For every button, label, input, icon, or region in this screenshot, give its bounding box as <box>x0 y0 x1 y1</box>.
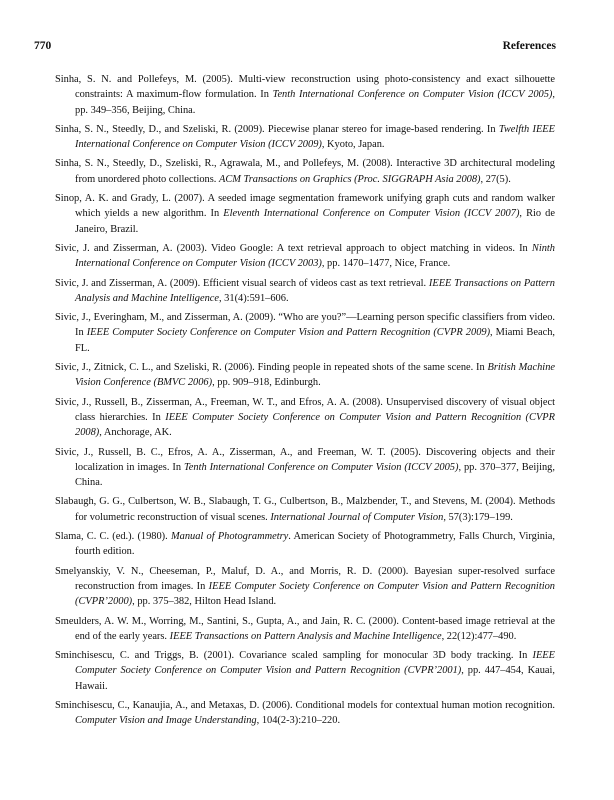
reference-entry <box>55 445 555 491</box>
reference-details: , 104(2-3):210–220. <box>256 715 341 727</box>
reference-text: Sivic, J. and Zisserman, A. (2009). Efficient visual search of videos cast as text retrieval. <box>55 277 429 289</box>
reference-entry <box>55 276 555 307</box>
reference-entry <box>55 72 555 118</box>
reference-venue: Manual of Photogrammetry <box>170 531 289 543</box>
reference-details: , pp. 370–377, Beijing, China. <box>75 461 555 489</box>
reference-entry <box>55 564 555 610</box>
reference-text: Sminchisescu, C. and Triggs, B. (2001). Covariance scaled sampling for monocular 3D body tracking. In <box>55 650 533 662</box>
reference-venue: IEEE Transactions on Pattern Analysis and Machine Intelligence <box>169 630 442 642</box>
reference-venue: Ninth International Conference on Computer Vision (ICCV 2003) <box>75 242 555 270</box>
reference-venue: International Journal of Computer Vision <box>270 511 444 523</box>
reference-details: , pp. 909–918, Edinburgh. <box>212 377 321 389</box>
reference-text: Slabaugh, G. G., Culbertson, W. B., Slabaugh, T. G., Culbertson, B., Malzbender, T., and Stevens, M. (2004). Methods for volumetric reconstruction of visual scenes. <box>55 496 555 523</box>
reference-venue: IEEE Computer Society Conference on Computer Vision and Pattern Recognition (CVPR’2000) <box>75 580 555 608</box>
reference-text: Slama, C. C. (ed.). (1980). <box>55 531 171 543</box>
reference-list <box>55 72 555 733</box>
reference-venue: Tenth International Conference on Computer Vision (ICCV 2005) <box>272 89 553 101</box>
reference-details: , Anchorage, AK. <box>99 427 172 439</box>
reference-details: , pp. 447–454, Kauai, Hawaii. <box>75 665 555 692</box>
reference-entry <box>55 191 555 237</box>
reference-text: Sminchisescu, C., Kanaujia, A., and Metaxas, D. (2006). Conditional models for contextual human motion recognition. <box>55 699 555 711</box>
reference-venue: Computer Vision and Image Understanding <box>75 715 257 727</box>
reference-entry <box>55 614 555 645</box>
reference-venue: ACM Transactions on Graphics (Proc. SIGGRAPH Asia 2008) <box>219 173 481 185</box>
reference-entry <box>55 122 555 153</box>
reference-text: Sinha, S. N., Steedly, D., Szeliski, R., Agrawala, M., and Pollefeys, M. (2008). Interactive 3D architectural modeling from unordered photo collections. <box>55 158 555 185</box>
reference-entry <box>55 241 555 272</box>
page-number: 770 <box>34 40 52 52</box>
reference-details: , Rio de Janeiro, Brazil. <box>75 208 555 235</box>
reference-entry <box>55 698 555 729</box>
reference-venue: Eleventh International Conference on Computer Vision (ICCV 2007) <box>223 208 520 220</box>
reference-text: Sivic, J., Everingham, M., and Zisserman, A. (2009). “Who are you?”—Learning person specific classifiers from video. In <box>55 312 555 339</box>
reference-details: , 57(3):179–199. <box>443 511 513 523</box>
reference-text: Sinha, S. N., Steedly, D., and Szeliski, R. (2009). Piecewise planar stereo for image-based rendering. In <box>55 123 499 135</box>
reference-entry <box>55 648 555 694</box>
reference-text: Sinha, S. N. and Pollefeys, M. (2005). Multi-view reconstruction using photo-consistency and exact silhouette constraints: A maximum-flow formulation. In <box>55 74 555 101</box>
reference-text: Sivic, J. and Zisserman, A. (2003). Video Google: A text retrieval approach to object matching in videos. In <box>55 242 532 254</box>
reference-details: , pp. 375–382, Hilton Head Island. <box>132 596 277 608</box>
reference-entry <box>55 156 555 187</box>
reference-details: , 31(4):591–606. <box>218 292 289 304</box>
reference-venue: Tenth International Conference on Computer Vision (ICCV 2005) <box>183 461 459 473</box>
reference-entry <box>55 529 555 560</box>
reference-text: Smelyanskiy, V. N., Cheeseman, P., Maluf, D. A., and Morris, R. D. (2000). Bayesian super-resolved surface reconstruction from images. In <box>55 565 555 592</box>
reference-text: Sivic, J., Zitnick, C. L., and Szeliski, R. (2006). Finding people in repeated shots of the same scene. In <box>55 362 488 374</box>
reference-text: Sivic, J., Russell, B., Zisserman, A., Freeman, W. T., and Efros, A. A. (2008). Unsupervised discovery of visual object class hierarchies. In <box>55 396 555 423</box>
reference-venue: IEEE Computer Society Conference on Computer Vision and Pattern Recognition (CVPR’2001) <box>75 650 555 677</box>
reference-venue: IEEE Transactions on Pattern Analysis and Machine Intelligence <box>75 277 556 304</box>
reference-details: . American Society of Photogrammetry, Falls Church, Virginia, fourth edition. <box>75 531 555 558</box>
reference-details: , 27(5). <box>480 173 511 185</box>
reference-venue: IEEE Computer Society Conference on Computer Vision and Pattern Recognition (CVPR 2009) <box>86 327 491 339</box>
reference-entry <box>55 360 555 391</box>
reference-text: Smeulders, A. W. M., Worring, M., Santini, S., Gupta, A., and Jain, R. C. (2000). Content-based image retrieval at the end of the early years. <box>55 615 555 642</box>
reference-entry <box>55 395 555 441</box>
reference-venue: IEEE Computer Society Conference on Computer Vision and Pattern Recognition (CVPR 2008) <box>75 411 555 439</box>
reference-entry <box>55 494 555 525</box>
reference-venue: British Machine Vision Conference (BMVC 2006) <box>75 362 555 389</box>
reference-details: , pp. 349–356, Beijing, China. <box>75 89 555 116</box>
reference-text: Sivic, J., Russell, B. C., Efros, A. A., Zisserman, A., and Freeman, W. T. (2005). Discovering objects and their localization in images. In <box>55 446 555 473</box>
reference-text: Sinop, A. K. and Grady, L. (2007). A seeded image segmentation framework unifying graph cuts and random walker which yields a new algorithm. In <box>55 193 555 220</box>
reference-details: , Kyoto, Japan. <box>321 139 385 151</box>
reference-venue: Twelfth IEEE International Conference on Computer Vision (ICCV 2009) <box>75 123 555 151</box>
reference-details: , pp. 1470–1477, Nice, France. <box>321 258 451 270</box>
running-head <box>34 40 556 56</box>
section-title: References <box>502 40 556 52</box>
reference-entry <box>55 310 555 356</box>
reference-details: , 22(12):477–490. <box>441 630 517 642</box>
reference-details: , Miami Beach, FL. <box>75 327 555 354</box>
